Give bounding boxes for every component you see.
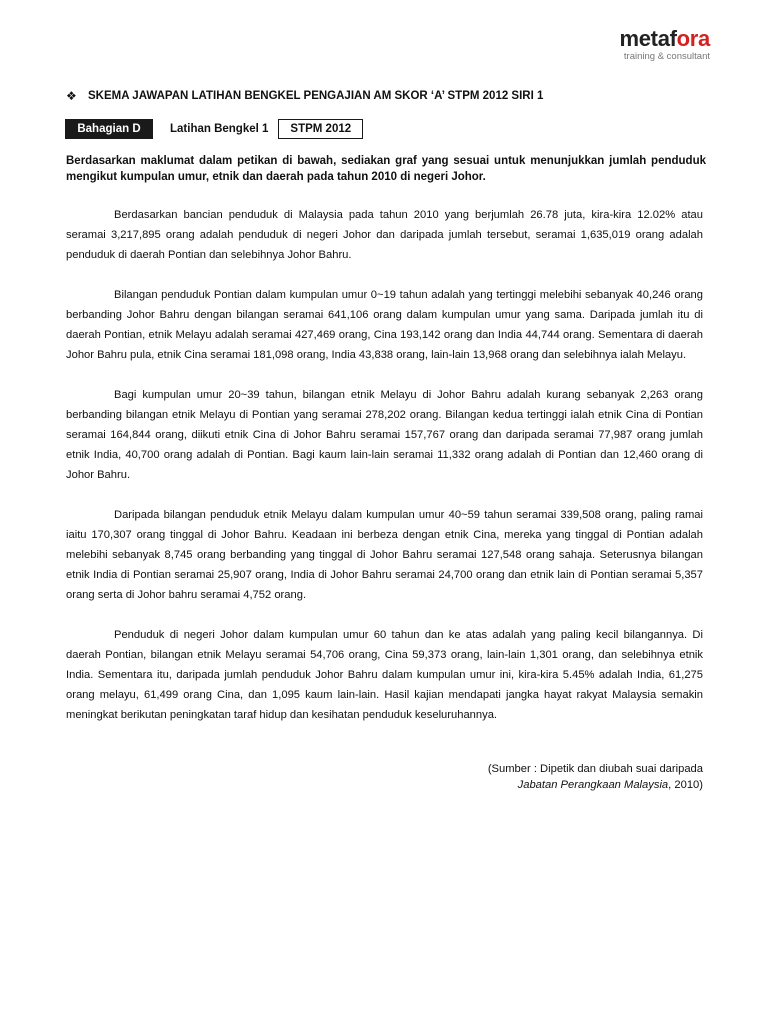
- workshop-label: Latihan Bengkel 1: [170, 123, 269, 135]
- paragraph: Berdasarkan bancian penduduk di Malaysia pada tahun 2010 yang berjumlah 26.78 juta, kira-kira 12.02% atau seramai 3,217,895 orang adalah penduduk di negeri Johor dan daripada jumlah tersebut, seramai 1,635,019 orang adalah penduduk di daerah Pontian dan selebihnya Johor Bahru.: [66, 209, 703, 261]
- source-publisher: Jabatan Perangkaan Malaysia: [517, 779, 669, 791]
- exam-badge: STPM 2012: [278, 119, 363, 139]
- logo-wordmark-main: metaf: [619, 26, 677, 51]
- metafora-logo: [600, 28, 710, 63]
- paragraph: Bilangan penduduk Pontian dalam kumpulan umur 0~19 tahun adalah yang tertinggi melebihi sebanyak 40,246 orang berbanding Johor Bahru dengan bilangan seramai 641,106 orang dalam kumpulan umur yang sama. Daripada jumlah itu di daerah Pontian, etnik Melayu adalah seramai 427,469 orang, Cina 193,142 orang dan India 44,744 orang. Sementara di daerah Johor Bahru pula, etnik Cina seramai 181,098 orang, India 43,838 orang, lain-lain 13,968 orang dan selebihnya ialah Melayu.: [66, 289, 703, 361]
- passage: [66, 205, 703, 745]
- section-badge: Bahagian D: [65, 119, 153, 139]
- source-year: , 2010): [668, 779, 703, 791]
- instruction-text: Berdasarkan maklumat dalam petikan di bawah, sediakan graf yang sesuai untuk menunjukkan jumlah penduduk mengikut kumpulan umur, etnik dan daerah pada tahun 2010 di negeri Johor.: [66, 155, 706, 183]
- section-tag-row: [65, 119, 363, 139]
- logo-wordmark: [600, 28, 710, 50]
- heading-text: SKEMA JAWAPAN LATIHAN BENGKEL PENGAJIAN AM SKOR ‘A’ STPM 2012 SIRI 1: [88, 90, 544, 102]
- paragraph: Penduduk di negeri Johor dalam kumpulan umur 60 tahun dan ke atas adalah yang paling kecil bilangannya. Di daerah Pontian, bilangan etnik Melayu seramai 54,706 orang, Cina 59,373 orang, lain-lain 1,301 orang, dan selebihnya etnik India. Sementara itu, daripada jumlah penduduk Johor Bahru dalam kumpulan umur ini, kira-kira 5.45% adalah India, 61,275 orang melayu, 61,499 orang Cina, dan 1,095 kaum lain-lain. Hasil kajian mendapati jangka hayat rakyat Malaysia semakin meningkat berikutan peningkatan taraf hidup dan kesihatan penduduk keseluruhannya.: [66, 629, 703, 721]
- diamond-bullet-icon: ❖: [66, 89, 77, 103]
- paragraph: Bagi kumpulan umur 20~39 tahun, bilangan etnik Melayu di Johor Bahru adalah kurang sebanyak 2,263 orang berbanding bilangan etnik Melayu di Pontian yang seramai 278,202 orang. Bilangan kedua tertinggi ialah etnik Cina di Pontian seramai 164,844 orang, diikuti etnik Cina di Johor Bahru seramai 157,767 orang dan daripada seramai 77,987 orang jumlah etnik India, 40,700 orang adalah di Pontian. Bagi kaum lain-lain seramai 11,332 orang adalah di Pontian dan 12,460 orang di Johor Bahru.: [66, 389, 703, 481]
- source-line-1: (Sumber : Dipetik dan diubah suai daripada: [487, 763, 703, 775]
- logo-wordmark-accent: ora: [676, 26, 710, 51]
- source-citation: [420, 761, 703, 793]
- document-heading: [66, 89, 543, 103]
- paragraph: Daripada bilangan penduduk etnik Melayu dalam kumpulan umur 40~59 tahun seramai 339,508 orang, paling ramai iaitu 170,307 orang tinggal di Johor Bahru. Keadaan ini berbeza dengan etnik Cina, mereka yang tinggal di Pontian adalah melebihi sebanyak 8,745 orang berbanding yang tinggal di Johor Bahru seramai 127,548 orang sahaja. Seterusnya bilangan etnik India di Pontian seramai 25,907 orang, India di Johor Bahru seramai 24,700 orang dan etnik lain di Pontian seramai 5,357 orang serta di Johor bahru seramai 4,752 orang.: [66, 509, 703, 601]
- source-line-2: [420, 777, 703, 793]
- logo-tagline: training & consultant: [623, 51, 710, 62]
